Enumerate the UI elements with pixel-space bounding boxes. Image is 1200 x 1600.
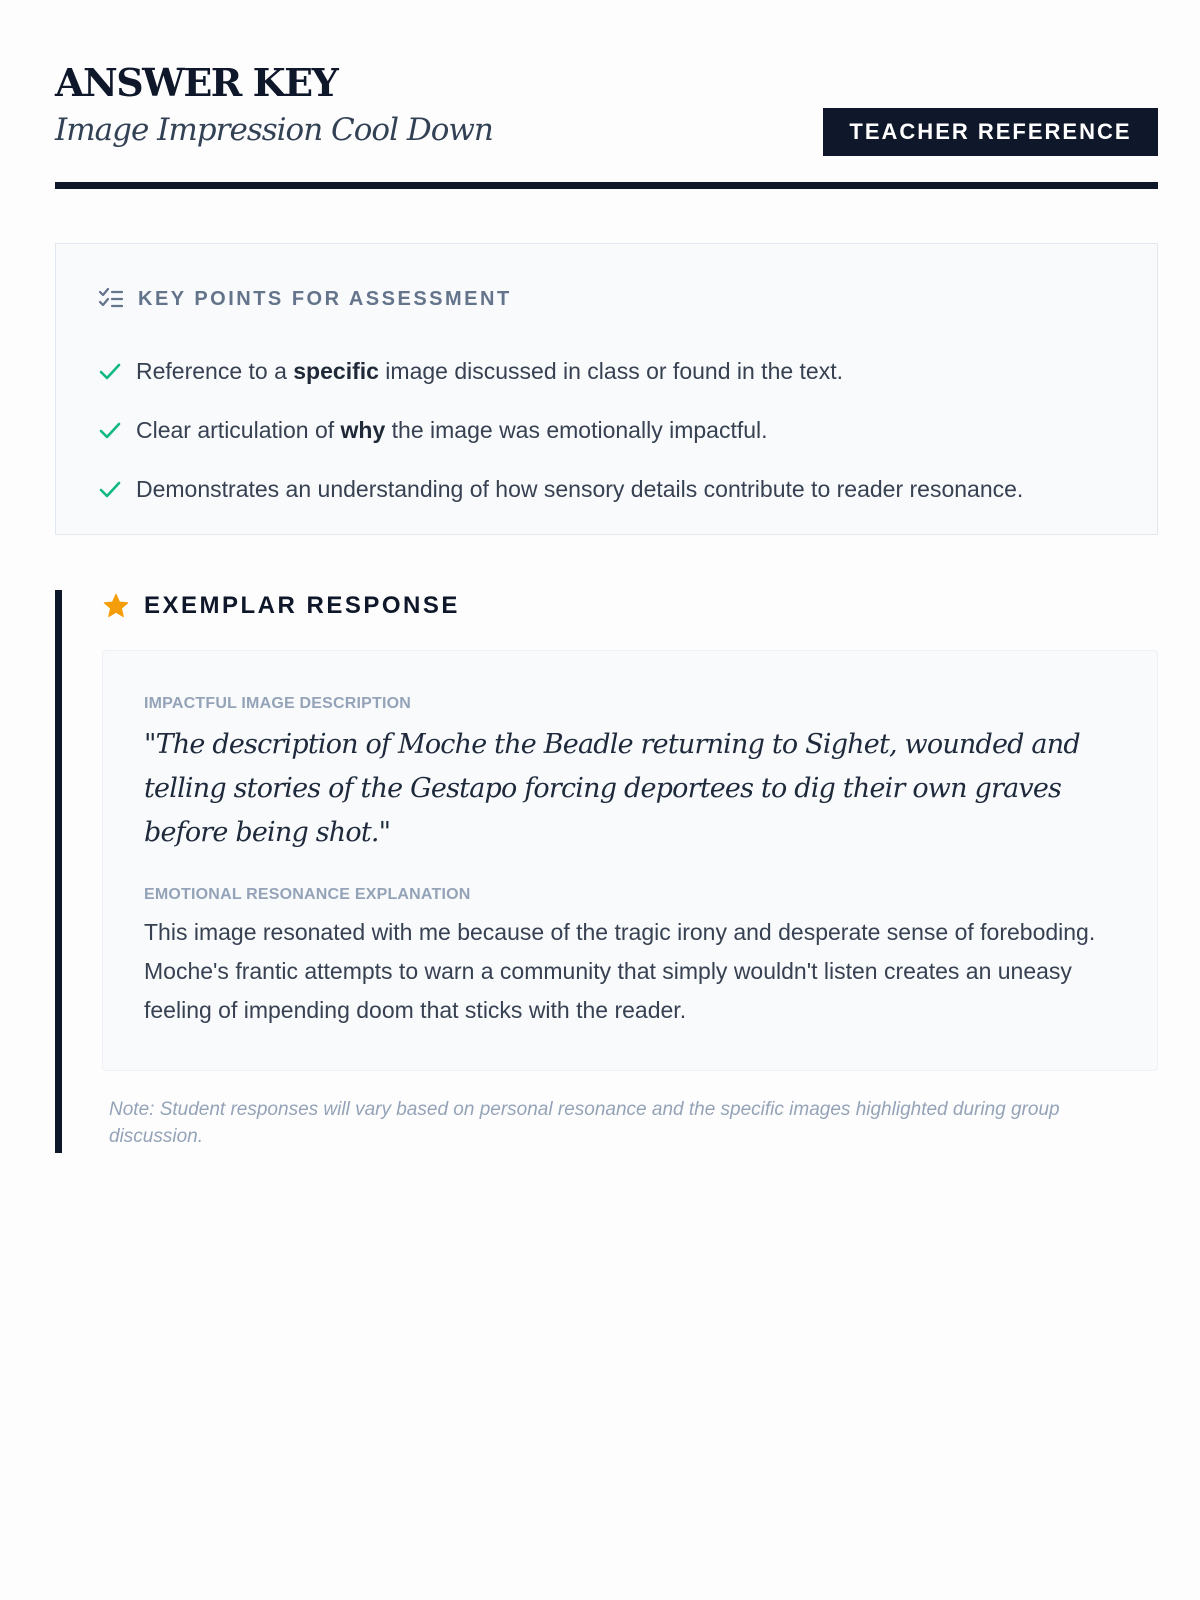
key-points-list (98, 342, 1023, 519)
list-check-icon (98, 286, 124, 312)
key-point-text: Clear articulation of why the image was emotionally impactful. (136, 417, 768, 443)
exemplar-section (55, 590, 1158, 1153)
exemplar-heading-label: EXEMPLAR RESPONSE (144, 592, 460, 619)
check-icon (98, 419, 122, 443)
check-icon (98, 478, 122, 502)
explanation-label: EMOTIONAL RESONANCE EXPLANATION (144, 886, 471, 903)
description-label: IMPACTFUL IMAGE DESCRIPTION (144, 695, 412, 712)
star-icon (102, 592, 130, 620)
teacher-reference-badge: TEACHER REFERENCE (823, 108, 1158, 156)
check-icon (98, 360, 122, 384)
teacher-note: Note: Student responses will vary based on personal resonance and the specific images highlighted during group discussion. (109, 1099, 1060, 1147)
key-points-heading-label: KEY POINTS FOR ASSESSMENT (138, 287, 512, 310)
description-quote: "The description of Moche the Beadle returning to Sighet, wounded and telling stories of the Gestapo forcing deportees to dig their own graves before being shot." (144, 729, 1080, 848)
header-divider (55, 182, 1158, 189)
key-point-item (98, 401, 1023, 460)
page-header (55, 56, 1158, 191)
key-point-text: Reference to a specific image discussed in class or found in the text. (136, 358, 843, 384)
key-point-item (98, 342, 1023, 401)
key-points-heading (98, 286, 512, 312)
page-title: ANSWER KEY (55, 60, 338, 105)
explanation-text: This image resonated with me because of the tragic irony and desperate sense of foreboding. Moche's frantic attempts to warn a community that simply wouldn't listen creates an uneasy feeling of impending doom that sticks with the reader. (144, 919, 1096, 1023)
page-subtitle: Image Impression Cool Down (55, 112, 493, 148)
exemplar-heading (102, 592, 460, 620)
key-points-panel (55, 243, 1158, 535)
key-point-text: Demonstrates an understanding of how sensory details contribute to reader resonance. (136, 476, 1024, 502)
exemplar-card (102, 650, 1158, 1071)
key-point-item (98, 460, 1023, 519)
